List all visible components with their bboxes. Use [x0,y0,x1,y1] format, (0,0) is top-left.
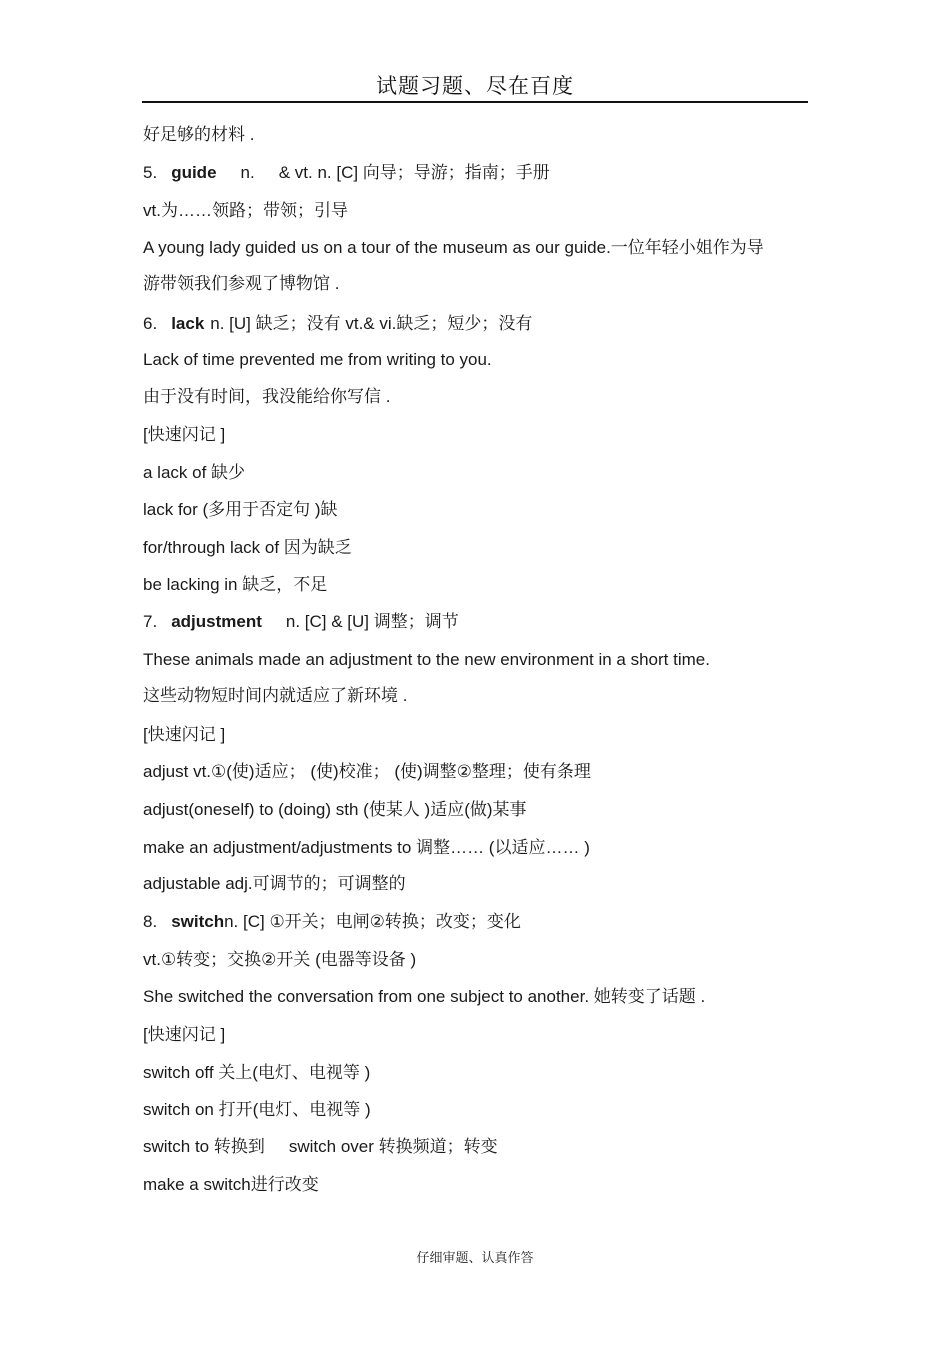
phrase-item: for/through lack of 因为缺乏 [143,538,352,557]
phrase-item: adjustable adj.可调节的；可调整的 [143,874,406,893]
entry-number: 8. [143,912,158,931]
section-label: [快速闪记 ] [143,1025,226,1044]
phrase-item: a lack of 缺少 [143,463,246,482]
example-sentence: A young lady guided us on a tour of the museum as our guide.一位年轻小姐作为导 [143,238,764,257]
example-sentence: These animals made an adjustment to the new environment in a short time. [143,650,710,669]
text-line: 好足够的材料 . [143,125,255,144]
entry-definition: n. [C] ①开关；电闸②转换；改变；变化 [224,912,521,931]
entry-word: lack [171,314,205,333]
phrase-item: switch off 关上(电灯、电视等 ) [143,1063,371,1082]
section-label: [快速闪记 ] [143,725,226,744]
example-sentence: Lack of time prevented me from writing to you. [143,350,492,369]
entry-number: 5. [143,163,158,182]
phrase-item: make a switch进行改变 [143,1175,319,1194]
text-line: 这些动物短时间内就适应了新环境 . [143,686,408,705]
example-sentence: She switched the conversation from one subject to another. 她转变了话题 . [143,987,706,1006]
section-label: [快速闪记 ] [143,425,226,444]
entry-word: adjustment [171,612,262,631]
header-divider [142,101,808,103]
entry-word: switch [171,912,225,931]
phrase-item: switch on 打开(电灯、电视等 ) [143,1100,371,1119]
entry-switch [143,911,521,933]
phrase-item: adjust(oneself) to (doing) sth (使某人 )适应(做)某事 [143,800,527,819]
entry-number: 6. [143,314,158,333]
phrase-item: be lacking in 缺乏，不足 [143,575,328,594]
phrase-pair [143,1136,498,1158]
text-line: 游带领我们参观了博物馆 . [143,274,340,293]
entry-guide [143,162,550,184]
entry-definition: & vt. n. [C] 向导；导游；指南；手册 [278,163,550,182]
entry-adjustment [143,611,459,633]
phrase-item: lack for (多用于否定句 )缺 [143,500,338,519]
phrase-item: make an adjustment/adjustments to 调整…… (以适应…… ) [143,838,590,857]
phrase-item: switch over 转换频道；转变 [288,1137,498,1156]
page-header-title: 试题习题、尽在百度 [376,74,574,98]
phrase-item: adjust vt.①(使)适应； (使)校准； (使)调整②整理；使有条理 [143,762,591,781]
entry-definition: n. [U] 缺乏；没有 vt.& vi.缺乏；短少；没有 [210,314,533,333]
text-line: 由于没有时间，我没能给你写信 . [143,387,391,406]
entry-pos: n. [240,163,255,182]
text-line: vt.为……领路；带领；引导 [143,201,348,220]
text-line: vt.①转变；交换②开关 (电器等设备 ) [143,950,417,969]
page-footer: 仔细审题、认真作答 [416,1251,534,1266]
entry-word: guide [171,163,217,182]
entry-definition: n. [C] & [U] 调整；调节 [285,612,459,631]
entry-number: 7. [143,612,158,631]
entry-lack [143,313,532,335]
phrase-item: switch to 转换到 [143,1137,265,1156]
